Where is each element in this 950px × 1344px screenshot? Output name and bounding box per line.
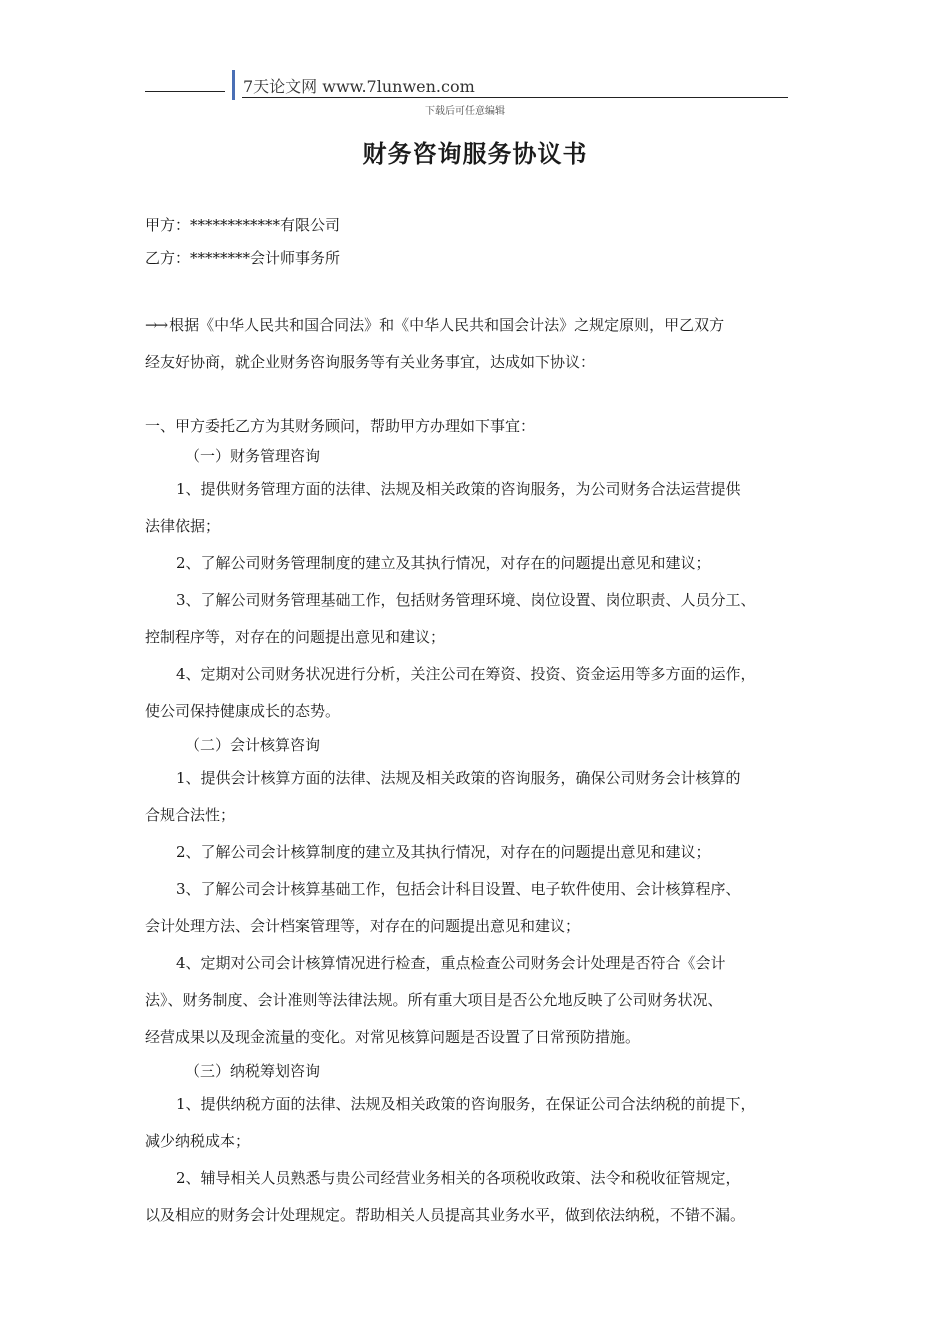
party-a: 甲方：************有限公司 — [145, 216, 341, 234]
paragraph-line: 4、定期对公司财务状况进行分析，关注公司在筹资、投资、资金运用等多方面的运作， — [176, 665, 756, 683]
party-b: 乙方：********会计师事务所 — [145, 249, 341, 267]
header-site-name: 7天论文网 www.7lunwen.com — [243, 77, 475, 96]
paragraph-line: 1、提供会计核算方面的法律、法规及相关政策的咨询服务，确保公司财务会计核算的 — [176, 769, 741, 787]
subsection-heading: （一）财务管理咨询 — [185, 447, 321, 465]
paragraph-line: 1、提供纳税方面的法律、法规及相关政策的咨询服务，在保证公司合法纳税的前提下， — [176, 1095, 756, 1113]
intro-paragraph-line — [145, 307, 820, 344]
paragraph-line: 经营成果以及现金流量的变化。对常见核算问题是否设置了日常预防措施。 — [145, 1028, 641, 1046]
paragraph-line: 控制程序等，对存在的问题提出意见和建议； — [145, 628, 446, 646]
paragraph-line: 使公司保持健康成长的态势。 — [145, 702, 341, 720]
header-right-rule — [242, 97, 788, 98]
subsection-heading: （二）会计核算咨询 — [185, 736, 321, 754]
subsection-heading: （三）纳税筹划咨询 — [185, 1062, 321, 1080]
paragraph-line: 2、了解公司会计核算制度的建立及其执行情况，对存在的问题提出意见和建议； — [176, 843, 711, 861]
paragraph-line: 2、了解公司财务管理制度的建立及其执行情况，对存在的问题提出意见和建议； — [176, 554, 711, 572]
paragraph-line: 3、了解公司财务管理基础工作，包括财务管理环境、岗位设置、岗位职责、人员分工、 — [176, 591, 756, 609]
header-left-rule — [145, 91, 225, 92]
paragraph-line: 3、了解公司会计核算基础工作，包括会计科目设置、电子软件使用、会计核算程序、 — [176, 880, 741, 898]
paragraph-line: 合规合法性； — [145, 806, 236, 824]
intro-paragraph-line: 经友好协商，就企业财务咨询服务等有关业务事宜，达成如下协议： — [145, 353, 596, 371]
intro-text: 根据《中华人民共和国合同法》和《中华人民共和国会计法》之规定原则，甲乙双方 — [169, 316, 725, 334]
document-title: 财务咨询服务协议书 — [362, 139, 588, 168]
paragraph-line: 1、提供财务管理方面的法律、法规及相关政策的咨询服务，为公司财务合法运营提供 — [176, 480, 741, 498]
paragraph-line: 减少纳税成本； — [145, 1132, 251, 1150]
header-subtitle: 下载后可任意编辑 — [425, 106, 505, 117]
paragraph-line: 法》、财务制度、会计准则等法律法规。所有重大项目是否公允地反映了公司财务状况、 — [145, 991, 723, 1009]
paragraph-line: 2、辅导相关人员熟悉与贵公司经营业务相关的各项税收政策、法令和税收征管规定， — [176, 1169, 741, 1187]
paragraph-line: 法律依据； — [145, 517, 221, 535]
paragraph-line: 以及相应的财务会计处理规定。帮助相关人员提高其业务水平，做到依法纳税，不错不漏。 — [145, 1206, 746, 1224]
header-accent-bar — [232, 70, 235, 100]
document-body — [145, 210, 820, 1234]
section-heading: 一、甲方委托乙方为其财务顾问，帮助甲方办理如下事宜： — [145, 417, 536, 435]
tab-arrow-icon: →→ — [145, 316, 167, 334]
paragraph-line: 4、定期对公司会计核算情况进行检查，重点检查公司财务会计处理是否符合《会计 — [176, 954, 726, 972]
paragraph-line: 会计处理方法、会计档案管理等，对存在的问题提出意见和建议； — [145, 917, 581, 935]
